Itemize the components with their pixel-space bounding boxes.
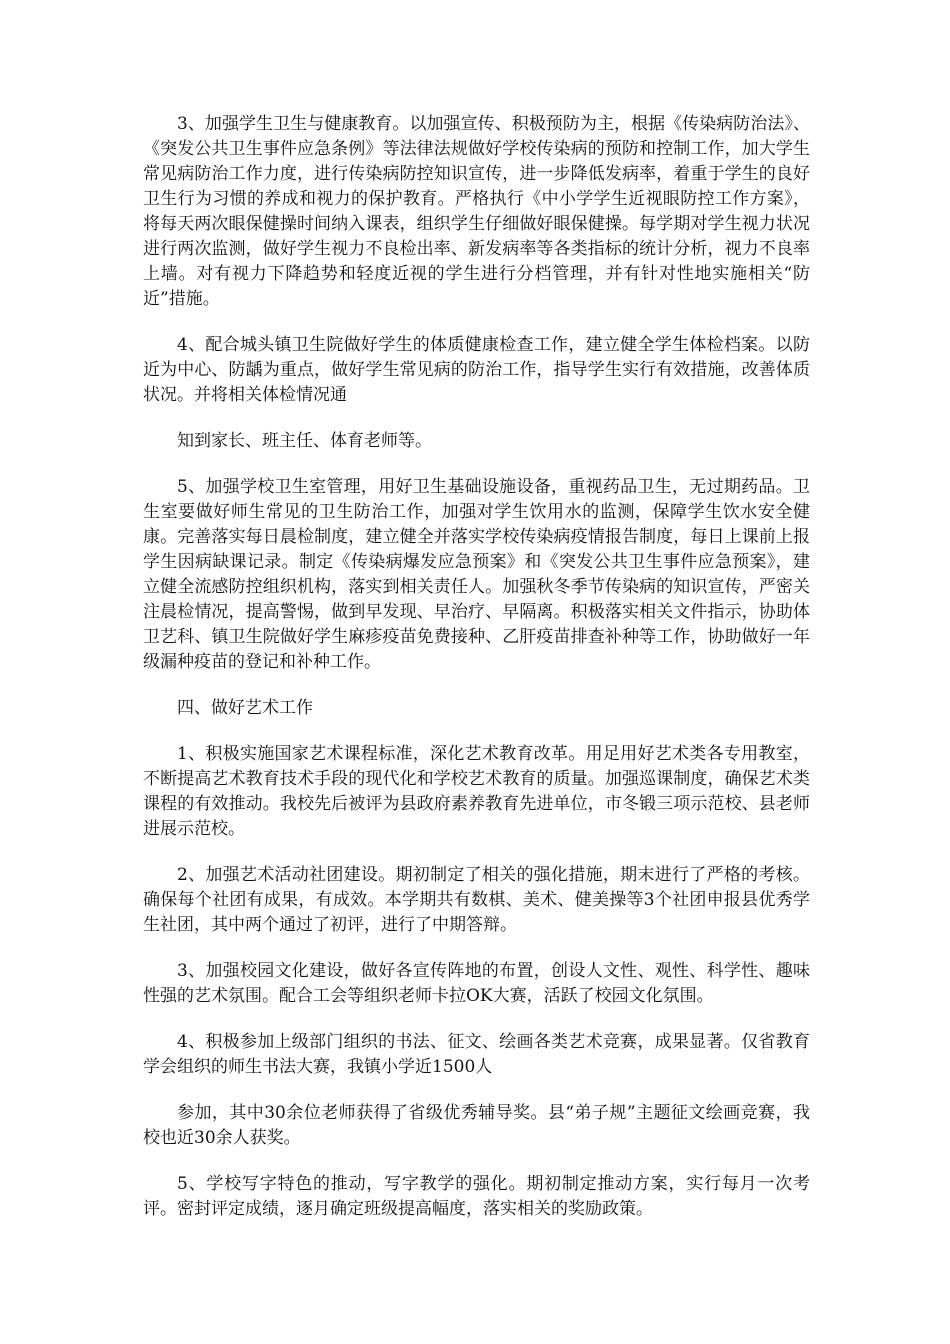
paragraph-competition-awards: 参加，其中30余位老师获得了省级优秀辅导奖。县“弟子规”主题征文绘画竞赛，我校也近30余人获奖。 bbox=[143, 1103, 810, 1148]
paragraph-art-clubs: 2、加强艺术活动社团建设。期初制定了相关的强化措施，期末进行了严格的考核。确保每个社团有成果，有成效。本学期共有数棋、美术、健美操等3个社团申报县优秀学生社团，其中两个通过了初评，进行了中期答辩。 bbox=[143, 865, 810, 935]
paragraph-campus-culture: 3、加强校园文化建设，做好各宣传阵地的布置，创设人文性、观性、科学性、趣味性强的艺术氛围。配合工会等组织老师卡拉OK大赛，活跃了校园文化氛围。 bbox=[143, 961, 810, 1006]
paragraph-calligraphy: 5、学校写字特色的推动，写字教学的强化。期初制定推动方案，实行每月一次考评。密封评定成绩，逐月确定班级提高幅度，落实相关的奖励政策。 bbox=[143, 1174, 810, 1219]
paragraph-physical-checkup: 4、配合城头镇卫生院做好学生的体质健康检查工作，建立健全学生体检档案。以防近为中心、防龋为重点，做好学生常见病的防治工作，指导学生实行有效措施，改善体质状况。并将相关体检情况通 bbox=[143, 335, 810, 405]
document-body bbox=[143, 112, 810, 1243]
paragraph-clinic-management: 5、加强学校卫生室管理，用好卫生基础设施设备，重视药品卫生，无过期药品。卫生室要做好师生常见的卫生防治工作，加强对学生饮用水的监测，保障学生饮水安全健康。完善落实每日晨检制度，建立健全并落实学校传染病疫情报告制度，每日上课前上报学生因病缺课记录。制定《传染病爆发应急预案》和《突发公共卫生事件应急预案》，建立健全流感防控组织机构，落实到相关责任人。加强秋冬季节传染病的知识宣传，严密关注晨检情况，提高警惕，做到早发现、早治疗、早隔离。积极落实相关文件指示，协助体卫艺科、镇卫生院做好学生麻疹疫苗免费接种、乙肝疫苗排查补种等工作，协助做好一年级漏种疫苗的登记和补种工作。 bbox=[143, 477, 810, 672]
paragraph-art-competitions: 4、积极参加上级部门组织的书法、征文、绘画各类艺术竞赛，成果显著。仅省教育学会组织的师生书法大赛，我镇小学近1500人 bbox=[143, 1032, 810, 1077]
section-heading-art-work: 四、做好艺术工作 bbox=[177, 698, 313, 718]
paragraph-notify-parents: 知到家长、班主任、体育老师等。 bbox=[177, 431, 432, 451]
paragraph-health-education: 3、加强学生卫生与健康教育。以加强宣传、积极预防为主，根据《传染病防治法》、《突发公共卫生事件应急条例》等法律法规做好学校传染病的预防和控制工作，加大学生常见病防治工作力度，进行传染病防控知识宣传，进一步降低发病率，着重于学生的良好卫生行为习惯的养成和视力的保护教育。严格执行《中小学学生近视眼防控工作方案》，将每天两次眼保健操时间纳入课表，组织学生仔细做好眼保健操。每学期对学生视力状况进行两次监测，做好学生视力不良检出率、新发病率等各类指标的统计分析，视力不良率上墙。对有视力下降趋势和轻度近视的学生进行分档管理，并有针对性地实施相关“防近”措施。 bbox=[143, 114, 810, 309]
paragraph-art-curriculum: 1、积极实施国家艺术课程标准，深化艺术教育改革。用足用好艺术类各专用教室，不断提高艺术教育技术手段的现代化和学校艺术教育的质量。加强巡课制度，确保艺术类课程的有效推动。我校先后被评为县政府素养教育先进单位，市冬锻三项示范校、县老师进展示范校。 bbox=[143, 744, 810, 839]
